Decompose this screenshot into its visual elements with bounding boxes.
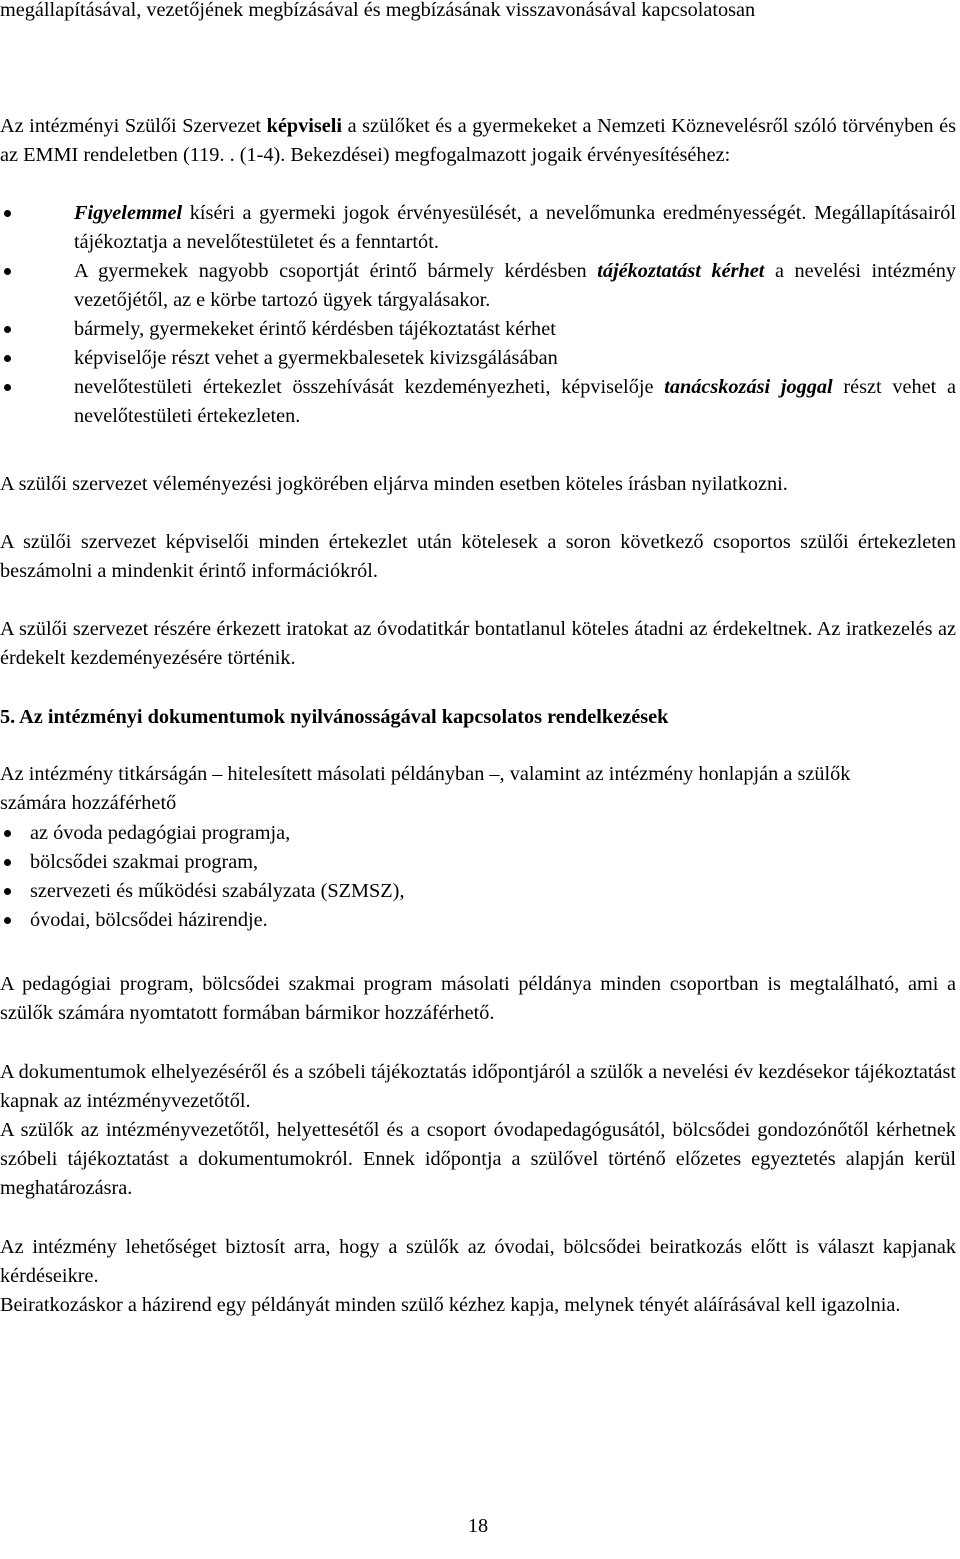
rights-list-item: nevelőtestületi értekezlet összehívását kezdeményezheti, képviselője tanácskozási joggal részt vehet a nevelőtestületi értekezleten. [0,373,956,431]
program-copy-paragraph: A pedagógiai program, bölcsődei szakmai program másolati példánya minden csoportban is megtalálható, ami a szülők számára nyomtatott formában bármikor hozzáférhető. [0,973,956,1024]
rights-list-item: A gyermekek nagyobb csoportját érintő bármely kérdésben tájékoztatást kérhet a nevelési intézmény vezetőjétől, az e körbe tartozó ügyek tárgyalásakor. [0,257,956,315]
rights-list-item: Figyelemmel kíséri a gyermeki jogok érvényesülését, a nevelőmunka eredményességét. Megállapításairól tájékoztatja a nevelőtestületet és a fenntartót. [0,199,956,257]
public-documents-list-item: bölcsődei szakmai program, [0,848,956,877]
rights-list [0,199,956,431]
opinion-paragraph: A szülői szervezet véleményezési jogkörében eljárva minden esetben köteles írásban nyilatkozni. [0,473,788,495]
documents-paragraph-block [0,615,956,673]
report-paragraph-block [0,528,956,586]
report-paragraph: A szülői szervezet képviselői minden értekezlet után kötelesek a soron következő csoportos szülői értekezleten beszámolni a mindenkit érintő információkról. [0,531,956,582]
info-paragraph-1-block [0,1058,956,1116]
public-documents-list [0,819,956,935]
intro-text-end: a szülőket és a gyermekeket a Nemzeti Köznevelésről szóló törvényben és az EMMI rendeletben (119. . (1-4). Bekezdései) megfogalmazott jogaik érvényesítéséhez: [0,115,956,166]
intro-text-start: Az intézményi Szülői Szervezet [0,115,267,137]
emphasis-text: tanácskozási joggal [664,376,833,398]
opinion-paragraph-block [0,470,956,499]
enrolment-paragraph-1: Az intézmény lehetőséget biztosít arra, hogy a szülők az óvodai, bölcsődei beiratkozás előtt is választ kapjanak kérdéseikre. [0,1236,956,1287]
public-documents-list-item: az óvoda pedagógiai programja, [0,819,956,848]
emphasis-text: tájékoztatást kérhet [597,260,765,282]
info-paragraph-2: A szülők az intézményvezetőtől, helyettesétől és a csoport óvodapedagógusától, bölcsődei gondozónőtől kérhetnek szóbeli tájékoztatást a dokumentumokról. Ennek időpontja a szülővel történő előzetes egyeztetés alapján kerül meghatározásra. [0,1119,956,1199]
public-documents-list-item: szervezeti és működési szabályzata (SZMSZ), [0,877,956,906]
rights-list-item: bármely, gyermekeket érintő kérdésben tájékoztatást kérhet [0,315,956,344]
continued-paragraph-text: megállapításával, vezetőjének megbízásával és megbízásának visszavonásával kapcsolatosan [0,0,756,21]
enrolment-paragraph-2-block [0,1291,956,1320]
enrolment-paragraph-2: Beiratkozáskor a házirend egy példányát minden szülő kézhez kapja, melynek tényét aláírásával kell igazolnia. [0,1294,901,1316]
program-copy-paragraph-block [0,970,956,1028]
continued-paragraph [0,0,956,25]
secretariat-paragraph: Az intézmény titkárságán – hitelesített másolati példányban –, valamint az intézmény honlapján a szülők számára hozzáférhető [0,763,851,814]
documents-paragraph: A szülői szervezet részére érkezett iratokat az óvodatitkár bontatlanul köteles átadni az érdekeltnek. Az iratkezelés az érdekelt kezdeményezésére történik. [0,618,956,669]
info-paragraph-2-block [0,1116,956,1203]
intro-paragraph [0,112,956,170]
parent-organization-intro [0,112,956,170]
page-number: 18 [467,1515,489,1537]
intro-bold-keyword: képviseli [266,115,343,137]
rights-list-item: képviselője részt vehet a gyermekbalesetek kivizsgálásában [0,344,956,373]
enrolment-paragraph-1-block [0,1233,956,1291]
public-documents-list-item: óvodai, bölcsődei házirendje. [0,906,956,935]
emphasis-text: Figyelemmel [74,202,183,224]
secretariat-paragraph-block [0,760,880,818]
info-paragraph-1: A dokumentumok elhelyezéséről és a szóbeli tájékoztatás időpontjáról a szülők a nevelési év kezdésekor tájékoztatást kapnak az intézményvezetőtől. [0,1061,956,1112]
section-heading: 5. Az intézményi dokumentumok nyilvánosságával kapcsolatos rendelkezések [0,706,669,728]
